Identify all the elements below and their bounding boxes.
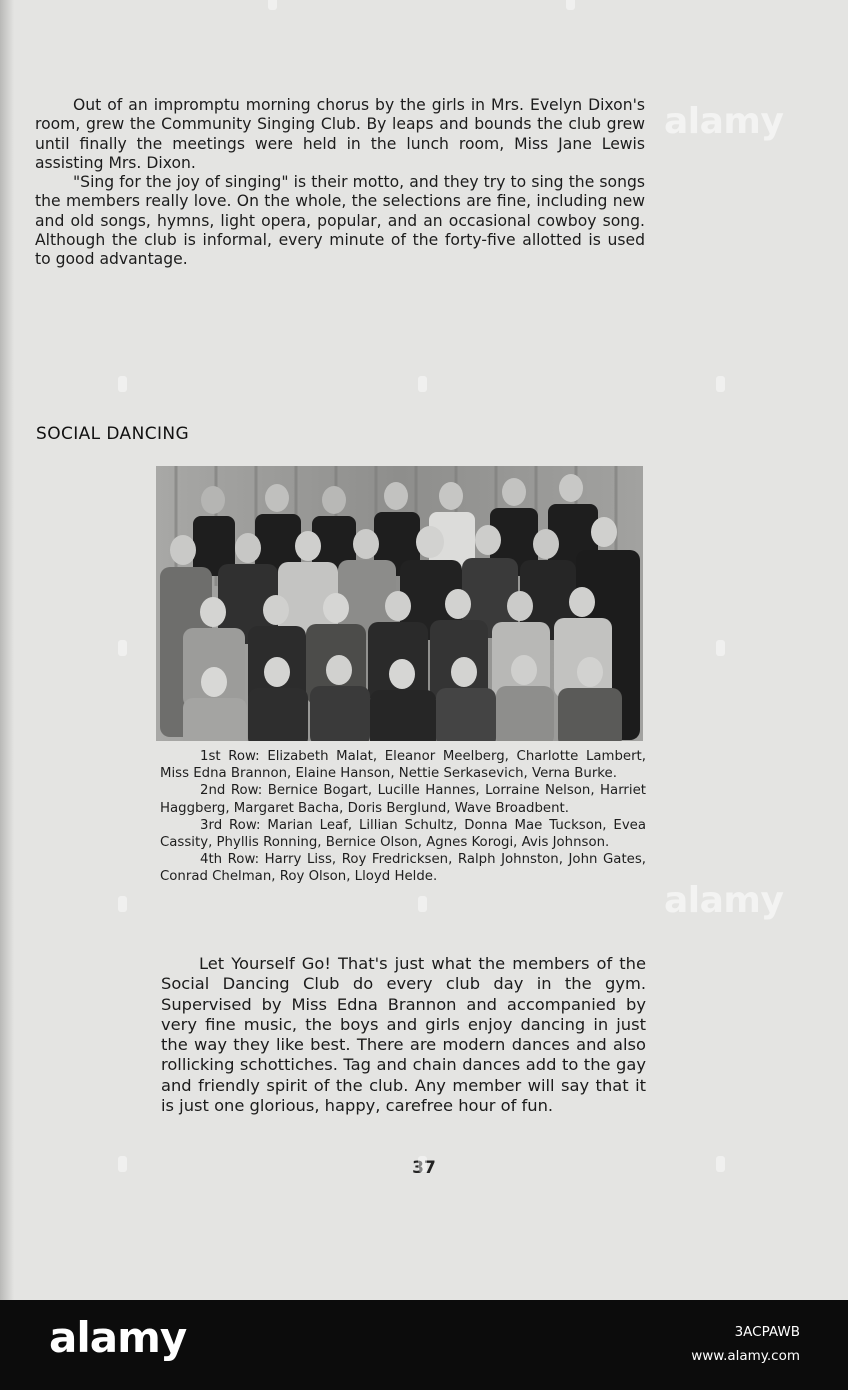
community-singing-text bbox=[35, 96, 645, 270]
caption-row-3 bbox=[160, 817, 646, 851]
image-id: 3ACPAWB bbox=[734, 1324, 800, 1340]
body-paragraph: Let Yourself Go! That's just what the members of the Social Dancing Club do every club day in the gym. Supervised by Miss Edna Brannon and accompanied by very fine music, the boys and girls enjoy dancing in just the way they like best. There are modern dances and also rollicking schottiches. Tag and chain dances add to the gay and friendly spirit of the club. Any member will say that it is just one glorious, happy, carefree hour of fun. bbox=[161, 954, 646, 1116]
caption-row-4-names: Harry Liss, Roy Fredricksen, Ralph Johnston, John Gates, Conrad Chelman, Roy Olson, Lloyd Helde. bbox=[160, 852, 646, 885]
page-gutter-shadow bbox=[0, 0, 14, 1300]
caption-row-1 bbox=[160, 748, 646, 782]
caption-row-2-names: Bernice Bogart, Lucille Hannes, Lorraine Nelson, Harriet Haggberg, Margaret Bacha, Doris Berglund, Wave Broadbent. bbox=[160, 783, 646, 816]
intro-paragraph-1: Out of an impromptu morning chorus by the girls in Mrs. Evelyn Dixon's room, grew the Community Singing Club. By leaps and bounds the club grew until finally the meetings were held in the lunch room, Miss Jane Lewis assisting Mrs. Dixon. bbox=[35, 96, 645, 172]
caption-row-3-label: 3rd Row: bbox=[200, 817, 261, 833]
caption-row-4-label: 4th Row: bbox=[200, 852, 260, 868]
caption-row-4 bbox=[160, 851, 646, 885]
footer-logo: alamy bbox=[49, 1313, 187, 1362]
watermark-logo-bottom: alamy bbox=[664, 880, 784, 921]
caption-row-3-names: Marian Leaf, Lillian Schultz, Donna Mae Tuckson, Evea Cassity, Phyllis Ronning, Bernice Olson, Agnes Korogi, Avis Johnson. bbox=[160, 817, 647, 851]
section-heading: SOCIAL DANCING bbox=[36, 424, 190, 444]
caption-row-1-names: Elizabeth Malat, Eleanor Meelberg, Charlotte Lambert, Miss Edna Brannon, Elaine Hanson, Nettie Serkasevich, Verna Burke. bbox=[160, 749, 646, 782]
footer-url[interactable]: www.alamy.com bbox=[691, 1348, 800, 1364]
page-number: 37 bbox=[412, 1158, 436, 1178]
watermark-logo-top: alamy bbox=[664, 101, 784, 142]
caption-row-2 bbox=[160, 782, 646, 816]
caption-row-2-label: 2nd Row: bbox=[200, 783, 263, 799]
group-photo-illustration bbox=[156, 466, 643, 741]
photo-caption bbox=[160, 748, 646, 886]
group-photo bbox=[156, 466, 643, 741]
caption-row-1-label: 1st Row: bbox=[200, 749, 260, 764]
intro-paragraph-2: "Sing for the joy of singing" is their motto, and they try to sing the songs the members really love. On the whole, the selections are fine, including new and old songs, hymns, light opera, popular, and an occasional cowboy song. Although the club is informal, every minute of the forty-five allotted is used to good advantage. bbox=[35, 173, 645, 269]
social-dancing-text bbox=[161, 954, 646, 1116]
